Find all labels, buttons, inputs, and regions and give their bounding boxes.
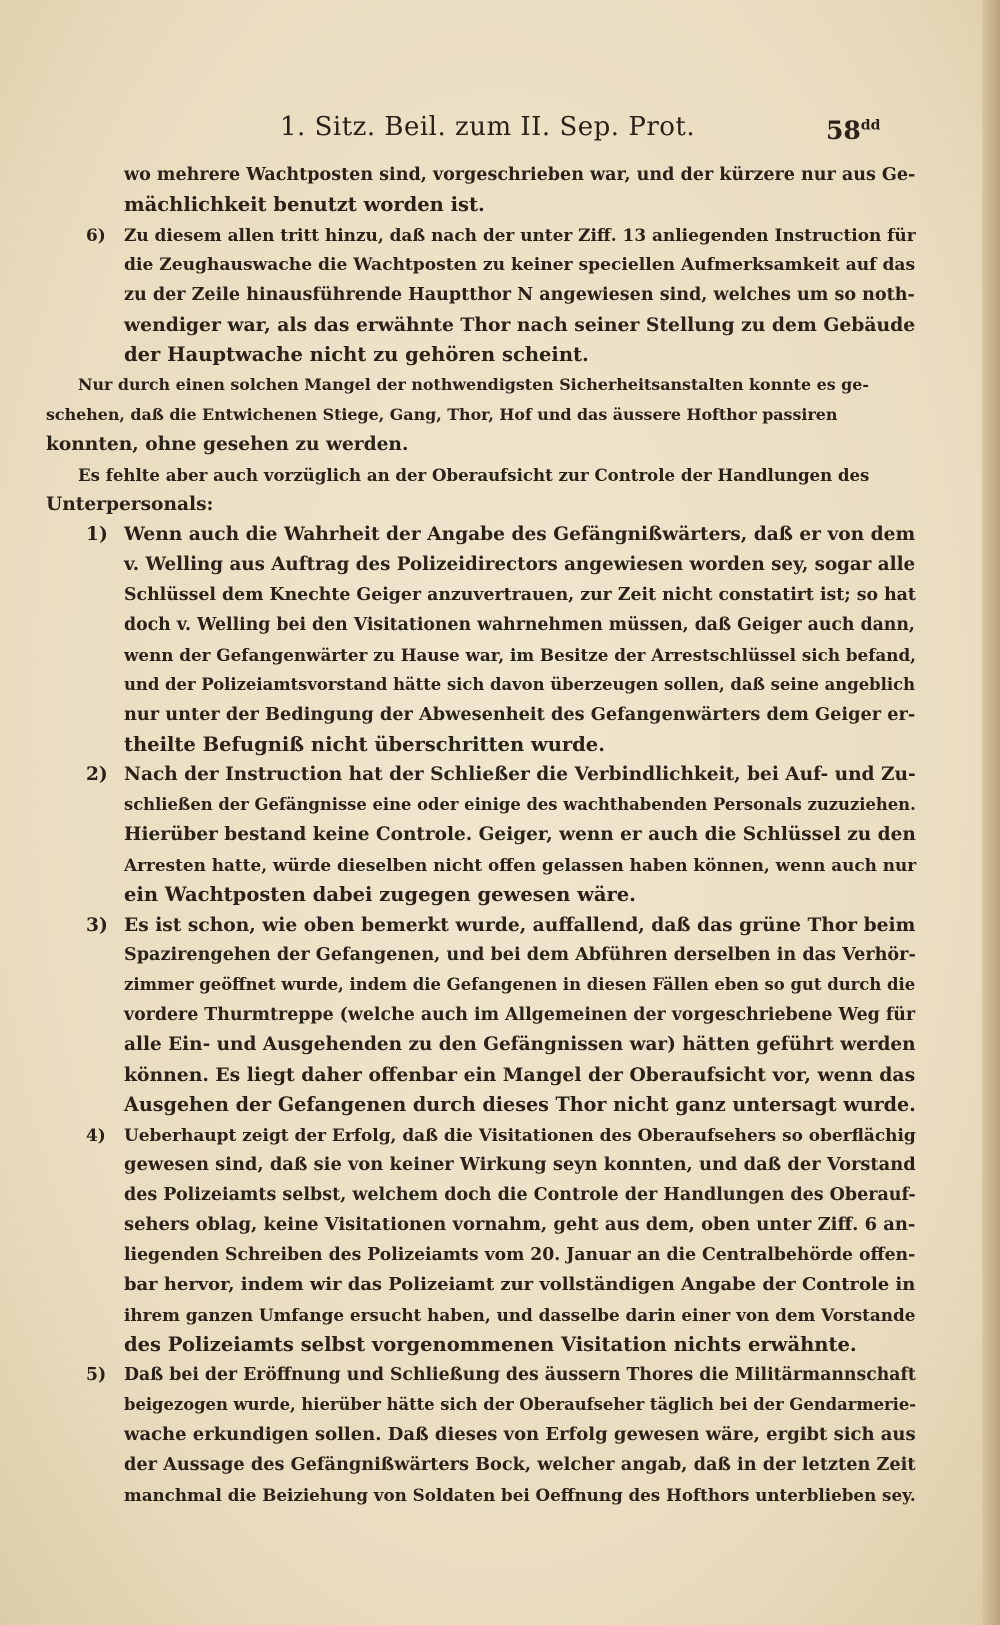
text-line: Ausgehen der Gefangenen durch dieses Thor nicht ganz untersagt wurde. bbox=[124, 1093, 916, 1116]
text-line: und der Polizeiamtsvorstand hätte sich davon überzeugen sollen, daß seine angeblich bbox=[124, 675, 915, 694]
paragraph-line: Unterpersonals: bbox=[46, 494, 214, 515]
paragraph-line: konnten, ohne gesehen zu werden. bbox=[46, 434, 409, 455]
page-header bbox=[0, 112, 1000, 152]
text-line: bar hervor, indem wir das Polizeiamt zur vollständigen Angabe der Controle in bbox=[124, 1274, 916, 1295]
text-line: nur unter der Bedingung der Abwesenheit des Gefangenwärters dem Geiger er- bbox=[124, 704, 916, 725]
item-number: 3) bbox=[86, 914, 108, 936]
text-line: können. Es liegt daher offenbar ein Mangel der Oberaufsicht vor, wenn das bbox=[124, 1064, 916, 1086]
text-line: v. Welling aus Auftrag des Polizeidirectors angewiesen worden sey, sogar alle bbox=[124, 554, 916, 575]
text-line: wo mehrere Wachtposten sind, vorgeschrieben war, und der kürzere nur aus Ge- bbox=[124, 165, 916, 185]
text-line: Schlüssel dem Knechte Geiger anzuvertrauen, zur Zeit nicht constatirt ist; so hat bbox=[124, 585, 916, 605]
text-line: Wenn auch die Wahrheit der Angabe des Gefängnißwärters, daß er von dem bbox=[124, 524, 916, 545]
text-line: der Aussage des Gefängnißwärters Bock, welcher angab, daß in der letzten Zeit bbox=[124, 1454, 916, 1475]
list-item-3 bbox=[86, 910, 916, 940]
text-line: beigezogen wurde, hierüber hätte sich der Oberaufseher täglich bei der Gendarmerie- bbox=[124, 1395, 917, 1414]
page-edge-shadow bbox=[982, 0, 1000, 1625]
page-number-main: 58 bbox=[826, 116, 861, 145]
item-number: 5) bbox=[86, 1365, 107, 1385]
text-line: alle Ein- und Ausgehenden zu den Gefängnissen war) hätten geführt werden bbox=[124, 1034, 916, 1055]
text-line: theilte Befugniß nicht überschritten wurde. bbox=[124, 733, 605, 756]
text-line: gewesen sind, daß sie von keiner Wirkung seyn konnten, und daß der Vorstand bbox=[124, 1154, 916, 1175]
page-number bbox=[826, 116, 880, 145]
list-item-4 bbox=[86, 1120, 916, 1150]
text-line: Zu diesem allen tritt hinzu, daß nach der unter Ziff. 13 anliegenden Instruction für bbox=[124, 225, 916, 245]
list-item-6 bbox=[86, 220, 916, 250]
text-line: vordere Thurmtreppe (welche auch im Allgemeinen der vorgeschriebene Weg für bbox=[124, 1005, 916, 1025]
text-line: wenn der Gefangenwärter zu Hause war, im Besitze der Arrestschlüssel sich befand, bbox=[124, 645, 916, 665]
list-item-2 bbox=[86, 760, 916, 790]
item-number: 6) bbox=[86, 225, 106, 245]
text-line: Nach der Instruction hat der Schließer die Verbindlichkeit, bei Auf- und Zu- bbox=[124, 764, 916, 785]
item-number: 2) bbox=[86, 764, 108, 785]
text-line: des Polizeiamts selbst vorgenommenen Visitation nichts erwähnte. bbox=[124, 1333, 857, 1356]
text-line: schließen der Gefängnisse eine oder einige des wachthabenden Personals zuzuziehen. bbox=[124, 795, 916, 814]
paragraph-line: schehen, daß die Entwichenen Stiege, Gang, Thor, Hof und das äussere Hofthor passiren bbox=[46, 405, 838, 424]
item-number: 4) bbox=[86, 1125, 106, 1145]
running-title: 1. Sitz. Beil. zum II. Sep. Prot. bbox=[280, 112, 696, 142]
body-text bbox=[46, 160, 917, 1510]
text-line: zu der Zeile hinausführende Hauptthor N angewiesen sind, welches um so noth- bbox=[124, 285, 915, 305]
page-number-suffix: dd bbox=[860, 117, 881, 134]
text-line: sehers oblag, keine Visitationen vornahm, geht aus dem, oben unter Ziff. 6 an- bbox=[124, 1214, 916, 1235]
text-line: zimmer geöffnet wurde, indem die Gefangenen in diesen Fällen eben so gut durch die bbox=[124, 975, 916, 994]
text-line: Ueberhaupt zeigt der Erfolg, daß die Visitationen des Oberaufsehers so oberflächig bbox=[124, 1125, 916, 1145]
paragraph-line: Nur durch einen solchen Mangel der nothwendigsten Sicherheitsanstalten konnte es ge- bbox=[78, 375, 869, 394]
text-line: ihrem ganzen Umfange ersucht haben, und dasselbe darin einer von dem Vorstande bbox=[124, 1305, 916, 1325]
text-line: die Zeughauswache die Wachtposten zu keiner speciellen Aufmerksamkeit auf das bbox=[124, 255, 916, 275]
text-line: der Hauptwache nicht zu gehören scheint. bbox=[124, 343, 589, 366]
text-line: wendiger war, als das erwähnte Thor nach seiner Stellung zu dem Gebäude bbox=[124, 314, 916, 336]
text-line: Daß bei der Eröffnung und Schließung des äussern Thores die Militärmannschaft bbox=[124, 1365, 916, 1385]
text-line: liegenden Schreiben des Polizeiamts vom 20. Januar an die Centralbehörde offen- bbox=[124, 1245, 916, 1265]
list-item-1 bbox=[86, 520, 916, 550]
text-line: des Polizeiamts selbst, welchem doch die Controle der Handlungen des Oberauf- bbox=[124, 1185, 916, 1205]
text-line: Es ist schon, wie oben bemerkt wurde, auffallend, daß das grüne Thor beim bbox=[124, 914, 916, 936]
list-item-5 bbox=[86, 1360, 916, 1390]
text-line: wache erkundigen sollen. Daß dieses von Erfolg gewesen wäre, ergibt sich aus bbox=[124, 1424, 916, 1445]
text-line: doch v. Welling bei den Visitationen wahrnehmen müssen, daß Geiger auch dann, bbox=[124, 615, 915, 635]
item-number: 1) bbox=[86, 524, 108, 545]
text-line: mächlichkeit benutzt worden ist. bbox=[124, 193, 485, 216]
paragraph-line: Es fehlte aber auch vorzüglich an der Oberaufsicht zur Controle der Handlungen des bbox=[78, 465, 870, 485]
text-line: Arresten hatte, würde dieselben nicht offen gelassen haben können, wenn auch nur bbox=[124, 855, 917, 875]
text-line: Hierüber bestand keine Controle. Geiger, wenn er auch die Schlüssel zu den bbox=[124, 824, 916, 845]
text-line: manchmal die Beiziehung von Soldaten bei Oeffnung des Hofthors unterblieben sey. bbox=[124, 1485, 916, 1505]
text-line: ein Wachtposten dabei zugegen gewesen wäre. bbox=[124, 883, 636, 906]
text-line: Spazirengehen der Gefangenen, und bei dem Abführen derselben in das Verhör- bbox=[124, 944, 916, 965]
